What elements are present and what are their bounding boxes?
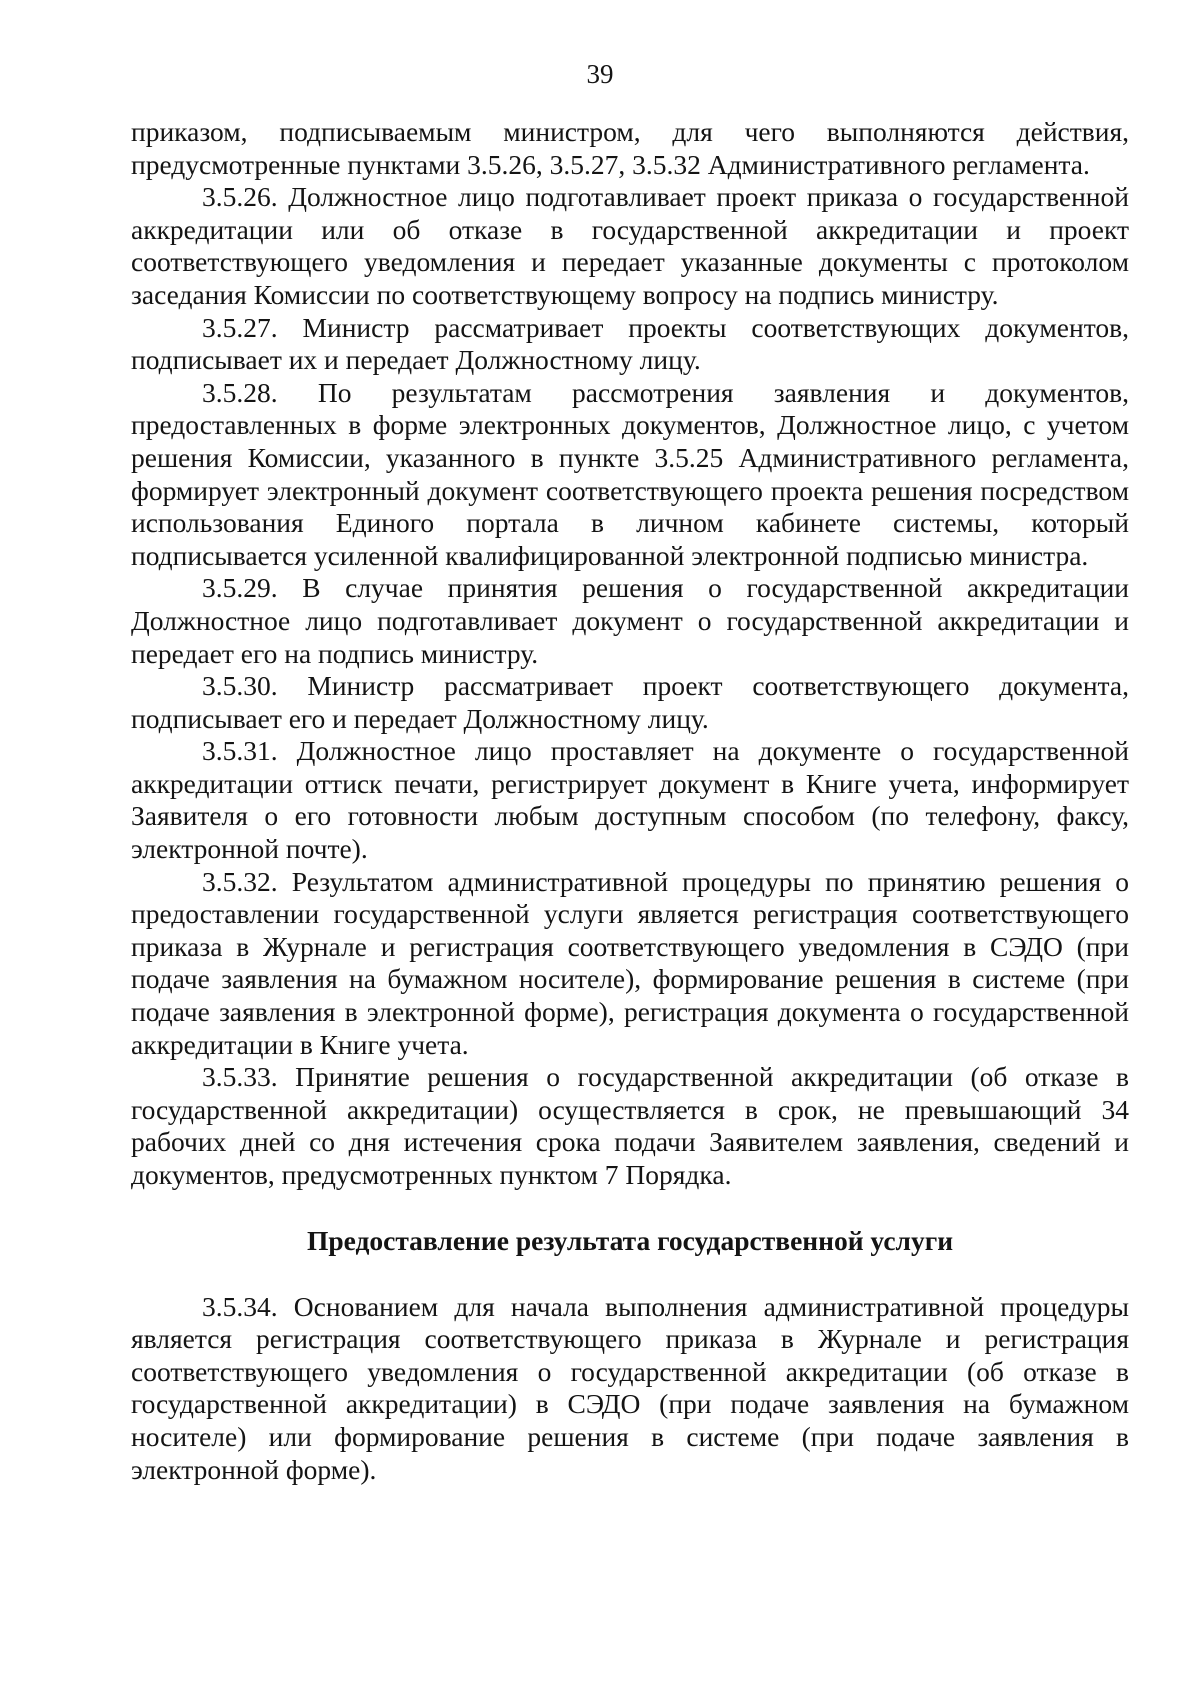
paragraph-3-5-34: 3.5.34. Основанием для начала выполнения административной процедуры является регистрация соответствующего приказа в Журнале и регистрация соответствующего уведомления о государственной аккредитации (об отказе в государственной аккредитации) в СЭДО (при подаче заявления на бумажном носителе) или формирование решения в системе (при подаче заявления в электронной форме).: [131, 1290, 1129, 1485]
page-number: 39: [586, 59, 614, 89]
paragraph-3-5-32: 3.5.32. Результатом административной процедуры по принятию решения о предоставлении государственной услуги является регистрация соответствующего приказа в Журнале и регистрация соответствующего уведомления в СЭДО (при подаче заявления на бумажном носителе), формирование решения в системе (при подаче заявления в электронной форме), регистрация документа о государственной аккредитации в Книге учета.: [131, 865, 1129, 1060]
document-body: [131, 116, 1129, 1486]
paragraph-3-5-28: 3.5.28. По результатам рассмотрения заявления и документов, предоставленных в форме электронных документов, Должностное лицо, с учетом решения Комиссии, указанного в пункте 3.5.25 Административного регламента, формирует электронный документ соответствующего проекта решения посредством использования Единого портала в личном кабинете системы, который подписывается усиленной квалифицированной электронной подписью министра.: [131, 376, 1129, 571]
paragraph-3-5-30: 3.5.30. Министр рассматривает проект соответствующего документа, подписывает его и передает Должностному лицу.: [131, 670, 1129, 734]
section-heading: Предоставление результата государственной услуги: [306, 1224, 954, 1256]
paragraph-3-5-26: 3.5.26. Должностное лицо подготавливает проект приказа о государственной аккредитации или об отказе в государственной аккредитации и проект соответствующего уведомления и передает указанные документы с протоколом заседания Комиссии по соответствующему вопросу на подпись министру.: [131, 181, 1129, 310]
paragraph-3-5-31: 3.5.31. Должностное лицо проставляет на документе о государственной аккредитации оттиск печати, регистрирует документ в Книге учета, информирует Заявителя о его готовности любым доступным способом (по телефону, факсу, электронной почте).: [131, 735, 1129, 865]
paragraph-3-5-27: 3.5.27. Министр рассматривает проекты соответствующих документов, подписывает их и передает Должностному лицу.: [131, 311, 1129, 376]
paragraph-3-5-33: 3.5.33. Принятие решения о государственной аккредитации (об отказе в государственной аккредитации) осуществляется в срок, не превышающий 34 рабочих дней со дня истечения срока подачи Заявителем заявления, сведений и документов, предусмотренных пунктом 7 Порядка.: [131, 1061, 1129, 1190]
paragraph-3-5-29: 3.5.29. В случае принятия решения о государственной аккредитации Должностное лицо подготавливает документ о государственной аккредитации и передает его на подпись министру.: [131, 572, 1129, 669]
paragraph-continuation: приказом, подписываемым министром, для чего выполняются действия, предусмотренные пунктами 3.5.26, 3.5.27, 3.5.32 Административного регламента.: [131, 116, 1129, 180]
